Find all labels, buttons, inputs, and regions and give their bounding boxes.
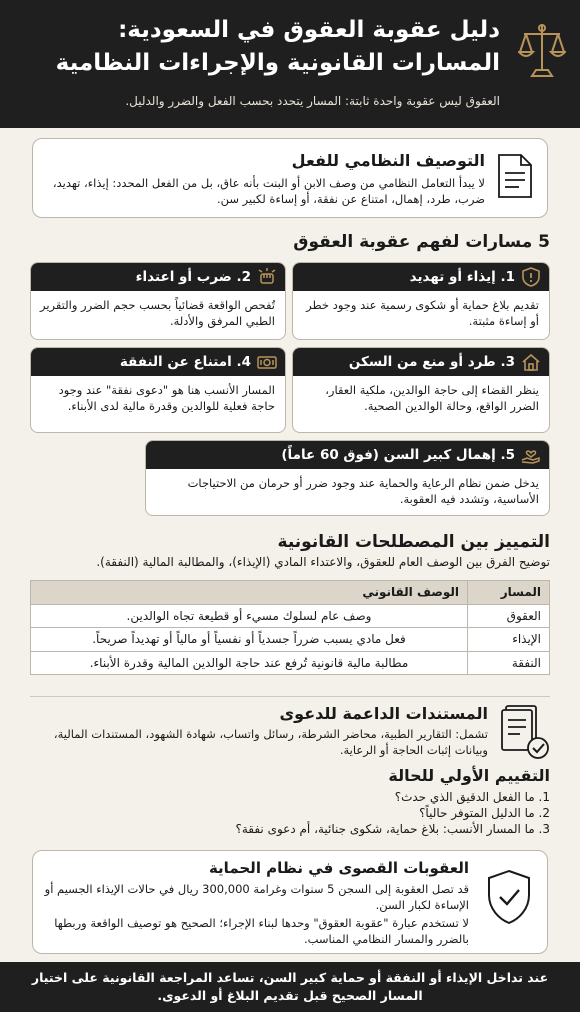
- legal-description-card: [32, 138, 548, 218]
- path-title-1: 1. إيذاء أو تهديد: [409, 269, 515, 285]
- page-subtitle: العقوق ليس عقوبة واحدة ثابتة: المسار يتحدد بحسب الفعل والضرر والدليل.: [125, 94, 500, 108]
- divider: [30, 696, 550, 697]
- money-icon: [257, 352, 277, 372]
- documents-check-icon: [500, 704, 550, 760]
- table-cell-term: الإيذاء: [468, 628, 550, 652]
- shield-alert-icon: [521, 267, 541, 287]
- documents-text: تشمل: التقارير الطبية، محاضر الشرطة، رسائل واتساب، شهادة الشهود، المستندات المالية، وبيانات إثبات الحاجة أو الرعاية.: [53, 727, 488, 757]
- path-title-3: 3. طرد أو منع من السكن: [348, 354, 515, 370]
- assessment-question-2: 2. ما الدليل المتوفر حالياً؟: [419, 806, 550, 820]
- header: [0, 0, 580, 128]
- path-card-3: [292, 347, 550, 433]
- path-title-4: 4. امتناع عن النفقة: [119, 354, 251, 370]
- column-header-description: الوصف القانوني: [31, 581, 468, 605]
- distinction-title: التمييز بين المصطلحات القانونية: [277, 532, 550, 552]
- penalties-title: العقوبات القصوى في نظام الحماية: [208, 859, 469, 877]
- path-text-1: تقديم بلاغ حماية أو شكوى رسمية عند وجود خطر أو إساءة مثبتة.: [306, 298, 539, 328]
- table-cell-description: وصف عام لسلوك مسيء أو قطيعة تجاه الوالدين.: [31, 604, 468, 628]
- table-cell-description: مطالبة مالية قانونية تُرفع عند حاجة الوالدين المالية وقدرة الأبناء.: [31, 651, 468, 675]
- assessment-question-1: 1. ما الفعل الدقيق الذي حدث؟: [394, 790, 550, 804]
- path-card-1: [292, 262, 550, 340]
- fist-icon: [257, 267, 277, 287]
- path-card-4: [30, 347, 286, 433]
- footer-note: عند تداخل الإيذاء أو النفقة أو حماية كبير السن، تساعد المراجعة القانونية على اختيار المسار الصحيح قبل تقديم البلاغ أو الدعوى.: [0, 962, 580, 1012]
- table-row: [31, 604, 550, 628]
- table-cell-description: فعل مادي يسبب ضرراً جسدياً أو نفسياً أو مالياً أو تهديداً صريحاً.: [31, 628, 468, 652]
- assessment-question-3: 3. ما المسار الأنسب: بلاغ حماية، شكوى جنائية، أم دعوى نفقة؟: [235, 822, 550, 836]
- table-cell-term: النفقة: [468, 651, 550, 675]
- column-header-path: المسار: [468, 581, 550, 605]
- path-text-5: يدخل ضمن نظام الرعاية والحماية عند وجود ضرر أو حرمان من الاحتياجات الأساسية، وتشدد فيه العقوبة.: [187, 476, 539, 506]
- document-icon: [497, 153, 533, 199]
- path-text-2: تُفحص الواقعة قضائياً بحسب حجم الضرر والتقرير الطبي المرفق والأدلة.: [39, 298, 275, 328]
- path-title-5: 5. إهمال كبير السن (فوق 60 عاماً): [281, 447, 515, 463]
- path-text-3: ينظر القضاء إلى حاجة الوالدين، ملكية العقار، الضرر الواقع، وحالة الوالدين الصحية.: [325, 383, 539, 413]
- table-header-row: [31, 581, 550, 605]
- legal-description-title: التوصيف النظامي للفعل: [291, 151, 485, 170]
- page-title: دليل عقوبة العقوق في السعودية: المسارات القانونية والإجراءات النظامية: [55, 17, 500, 76]
- shield-check-icon: [485, 869, 533, 925]
- path-card-2: [30, 262, 286, 340]
- table-row: [31, 651, 550, 675]
- table-row: [31, 628, 550, 652]
- path-text-4: المسار الأنسب هنا هو "دعوى نفقة" عند وجود حاجة فعلية للوالدين وقدرة مالية لدى الأبناء.: [58, 383, 275, 413]
- documents-title: المستندات الداعمة للدعوى: [279, 704, 488, 723]
- assessment-title: التقييم الأولي للحالة: [388, 766, 550, 785]
- care-hand-icon: [521, 445, 541, 465]
- distinction-subtitle: توضيح الفرق بين الوصف العام للعقوق، والاعتداء المادي (الإيذاء)، والمطالبة المالية (النفقة).: [96, 555, 550, 569]
- path-title-2: 2. ضرب أو اعتداء: [135, 269, 251, 285]
- legal-description-text: لا يبدأ التعامل النظامي من وصف الابن أو البنت بأنه عاق، بل من الفعل المحدد: إيذاء، تهديد، ضرب، طرد، إهمال، امتناع عن نفقة، أو إساءة لكبير سن.: [52, 176, 485, 206]
- path-card-5: [145, 440, 550, 516]
- scales-icon: [518, 20, 566, 80]
- penalties-text-1: قد تصل العقوبة إلى السجن 5 سنوات وغرامة 300,000 ريال في حالات الإيذاء الجسيم أو الإساءة لكبار السن.: [44, 882, 469, 912]
- paths-section-title: 5 مسارات لفهم عقوبة العقوق: [293, 232, 550, 252]
- terms-table: [30, 580, 550, 675]
- penalties-text-2: لا تستخدم عبارة "عقوبة العقوق" وحدها لبناء الإجراء؛ الصحيح هو توصيف الواقعة وربطها بالضرر والمسار النظامي المناسب.: [54, 916, 469, 946]
- penalties-card: [32, 850, 548, 954]
- house-icon: [521, 352, 541, 372]
- table-cell-term: العقوق: [468, 604, 550, 628]
